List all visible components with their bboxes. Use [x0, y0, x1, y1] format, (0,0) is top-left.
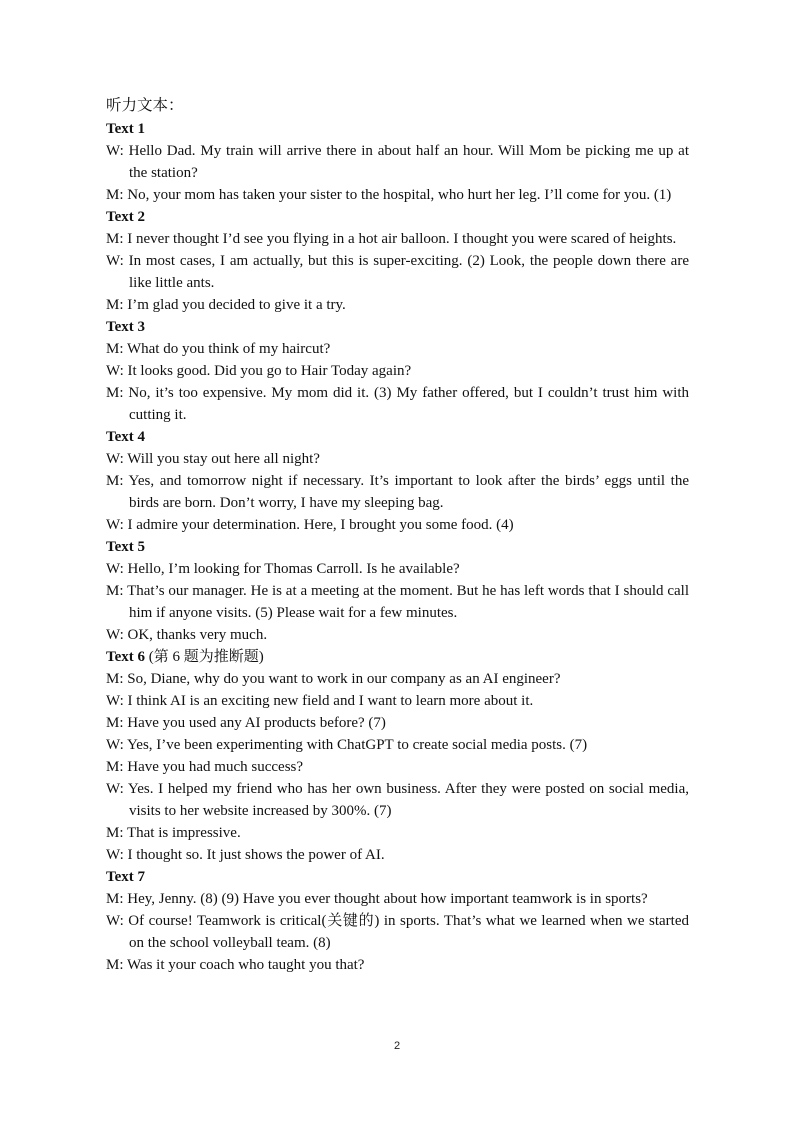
- section-title-text: Text 3: [106, 319, 146, 335]
- section-title-text: Text 4: [106, 429, 146, 445]
- dialogue-line: W: Hello, I’m looking for Thomas Carroll. Is he available?: [106, 561, 460, 577]
- dialogue-line: M: No, your mom has taken your sister to the hospital, who hurt her leg. I’ll come for you. (1): [106, 187, 672, 203]
- dialogue-line: M: I never thought I’d see you flying in a hot air balloon. I thought you were scared of heights.: [106, 231, 677, 247]
- transcript-sections: [106, 118, 689, 976]
- section-title-text: Text 7: [106, 869, 146, 885]
- page-number: 2: [393, 1040, 401, 1052]
- section-title-text: Text 1: [106, 121, 146, 137]
- dialogue-line: W: It looks good. Did you go to Hair Today again?: [106, 363, 412, 379]
- dialogue-line: W: Will you stay out here all night?: [106, 451, 320, 467]
- section-title-text: Text 2: [106, 209, 146, 225]
- section-title: [106, 866, 689, 888]
- dialogue-line: M: Was it your coach who taught you that?: [106, 957, 365, 973]
- dialogue-line: M: No, it’s too expensive. My mom did it. (3) My father offered, but I couldn’t trust him with cutting it.: [106, 385, 689, 423]
- dialogue-line: W: Of course! Teamwork is critical(关键的) in sports. That’s what we learned when we started on the school volleyball team. (8): [106, 913, 689, 951]
- dialogue-line: W: I think AI is an exciting new field and I want to learn more about it.: [106, 693, 534, 709]
- section-title-text: Text 5: [106, 539, 146, 555]
- section-title: [106, 646, 689, 668]
- dialogue-line: M: So, Diane, why do you want to work in our company as an AI engineer?: [106, 671, 561, 687]
- dialogue-line: M: Have you used any AI products before? (7): [106, 715, 386, 731]
- dialogue-line: W: In most cases, I am actually, but this is super-exciting. (2) Look, the people down there are like little ants.: [106, 253, 689, 291]
- dialogue-line: M: Hey, Jenny. (8) (9) Have you ever thought about how important teamwork is in sports?: [106, 891, 648, 907]
- section-title: [106, 118, 689, 140]
- dialogue-line: M: That is impressive.: [106, 825, 241, 841]
- dialogue-line: W: OK, thanks very much.: [106, 627, 268, 643]
- section-title-text: Text 6: [106, 649, 146, 665]
- section-title: [106, 316, 689, 338]
- dialogue-line: M: Yes, and tomorrow night if necessary. It’s important to look after the birds’ eggs until the birds are born. Don’t worry, I have my sleeping bag.: [106, 473, 689, 511]
- dialogue-line: M: I’m glad you decided to give it a try.: [106, 297, 346, 313]
- section-title: [106, 536, 689, 558]
- section-title: [106, 426, 689, 448]
- dialogue-line: W: I admire your determination. Here, I brought you some food. (4): [106, 517, 514, 533]
- dialogue-line: W: Yes, I’ve been experimenting with ChatGPT to create social media posts. (7): [106, 737, 588, 753]
- dialogue-line: M: What do you think of my haircut?: [106, 341, 331, 357]
- dialogue-line: W: Yes. I helped my friend who has her own business. After they were posted on social media, visits to her website increased by 300%. (7): [106, 781, 689, 819]
- dialogue-line: W: I thought so. It just shows the power of AI.: [106, 847, 385, 863]
- section-title: [106, 206, 689, 228]
- dialogue-line: W: Hello Dad. My train will arrive there in about half an hour. Will Mom be picking me up at the station?: [106, 143, 689, 181]
- dialogue-line: M: That’s our manager. He is at a meeting at the moment. But he has left words that I should call him if anyone visits. (5) Please wait for a few minutes.: [106, 583, 689, 621]
- transcript-page: [106, 94, 689, 976]
- section-title-note: (第 6 题为推断题): [145, 649, 264, 665]
- dialogue-line: M: Have you had much success?: [106, 759, 304, 775]
- transcript-heading: 听力文本：: [106, 97, 184, 114]
